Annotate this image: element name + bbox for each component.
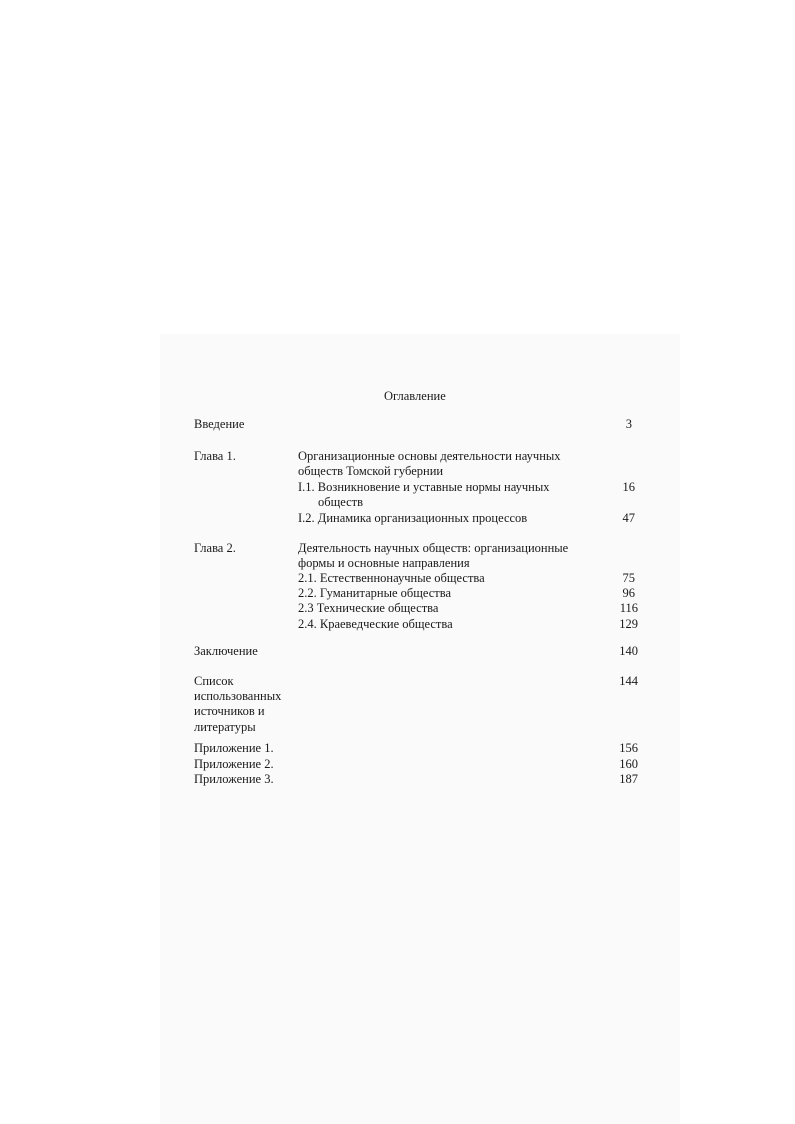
toc-section-1-1-page: 16	[622, 480, 635, 494]
toc-intro-label[interactable]: Введение	[194, 417, 245, 431]
toc-appendix-3-page: 187	[619, 772, 638, 786]
toc-section-2-4-page: 129	[619, 617, 638, 631]
toc-section-1-1-line1[interactable]: I.1. Возникновение и уставные нормы научных	[298, 480, 550, 494]
toc-chapter2-label: Глава 2.	[194, 541, 236, 555]
toc-appendix-1[interactable]: Приложение 1.	[194, 741, 274, 755]
toc-section-2-3[interactable]: 2.3 Технические общества	[298, 601, 439, 615]
toc-chapter2-title-line1[interactable]: Деятельность научных обществ: организационные	[298, 541, 569, 555]
toc-intro-page: 3	[625, 417, 632, 431]
toc-section-1-1-line2[interactable]: обществ	[318, 495, 364, 509]
toc-bibliography-page: 144	[619, 674, 638, 688]
toc-section-2-2-page: 96	[622, 586, 635, 600]
toc-section-1-2[interactable]: I.2. Динамика организационных процессов	[298, 511, 528, 525]
toc-bibliography-line1[interactable]: Список	[194, 674, 234, 688]
toc-conclusion-page: 140	[619, 644, 638, 658]
toc-bibliography-line2[interactable]: использованных	[194, 689, 282, 703]
toc-section-2-4[interactable]: 2.4. Краеведческие общества	[298, 617, 453, 631]
toc-chapter1-label: Глава 1.	[194, 449, 236, 463]
toc-bibliography-line4[interactable]: литературы	[194, 720, 256, 734]
toc-section-2-3-page: 116	[619, 601, 638, 615]
toc-appendix-1-page: 156	[619, 741, 638, 755]
toc-section-2-1[interactable]: 2.1. Естественнонаучные общества	[298, 571, 485, 585]
toc-conclusion-label[interactable]: Заключение	[194, 644, 258, 658]
page-title: Оглавление	[384, 389, 446, 403]
toc-section-2-2[interactable]: 2.2. Гуманитарные общества	[298, 586, 452, 600]
toc-appendix-3[interactable]: Приложение 3.	[194, 772, 274, 786]
toc-appendix-2-page: 160	[619, 757, 638, 771]
toc-chapter1-title-line2[interactable]: обществ Томской губернии	[298, 464, 444, 478]
toc-chapter2-title-line2[interactable]: формы и основные направления	[298, 556, 470, 570]
toc-section-2-1-page: 75	[622, 571, 635, 585]
toc-bibliography-line3[interactable]: источников и	[194, 704, 265, 718]
toc-chapter1-title-line1[interactable]: Организационные основы деятельности научных	[298, 449, 561, 463]
toc-appendix-2[interactable]: Приложение 2.	[194, 757, 274, 771]
toc-section-1-2-page: 47	[622, 511, 635, 525]
